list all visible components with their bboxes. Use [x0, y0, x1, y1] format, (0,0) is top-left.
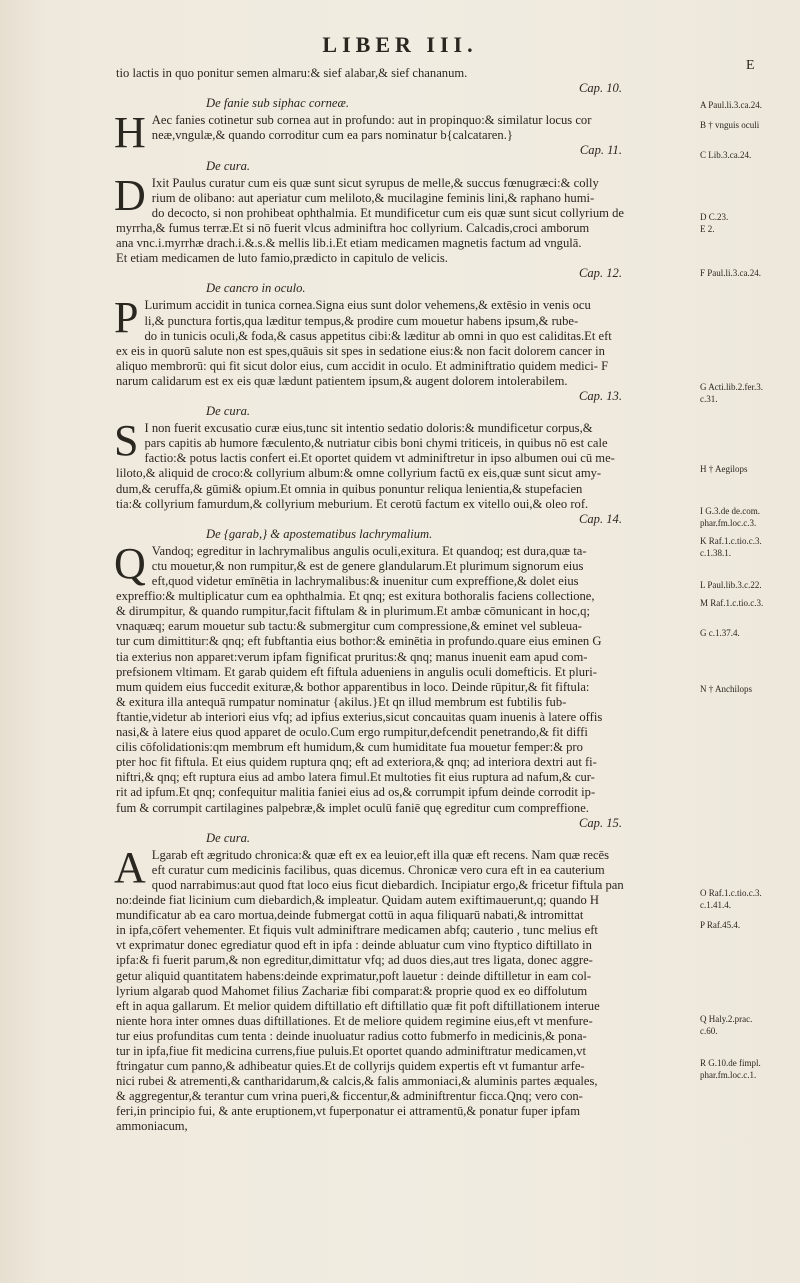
- text-line: li,& punctura fortis,qua læditur tempus,& prodire cum mouetur habens ipsum,& rube-: [144, 313, 579, 328]
- text-line: Aec fanies cotinetur sub cornea aut in profundo: aut in propinquo:& similatur locus cor: [151, 113, 592, 128]
- margin-note: M Raf.1.c.tio.c.3.: [700, 598, 764, 608]
- text-line: Lgarab eft ægritudo chronica:& quæ eft ex ea leuior,eft illa quæ eft recens. Nam quæ recēs: [151, 847, 610, 862]
- text-line: tio lactis in quo ponitur semen almaru:& sief alabar,& sief chananum.: [116, 66, 468, 80]
- margin-note: R G.10.de fimpl.: [700, 1058, 761, 1068]
- text-line: eft in aqua gallarum. Et melior quidem diftillatio eft diftillatio quæ fit poft diftillationem interue: [116, 998, 600, 1013]
- chapter-heading: De cura.: [206, 830, 251, 845]
- text-line: rium de olibano: aut aperiatur cum meliloto,& mucilagine feminis lini,& raphano humi-: [151, 190, 595, 205]
- text-line: nici rubei & atrementi,& cantharidarum,& calcis,& falis ammoniaci,& aluminis partes æquales,: [116, 1074, 598, 1089]
- text-line: & aggregentur,& terantur cum vrina pueri,& ficcentur,& adminiftrentur ficca.Qnq; vero con-: [116, 1089, 583, 1104]
- text-line: do in tunicis oculi,& foda,& casus appetitus cibi:& læditur ab omni in quo est caliditas.Et eft: [144, 328, 612, 343]
- chapter-number: Cap. 11.: [579, 143, 622, 158]
- margin-note: L Paul.lib.3.c.22.: [700, 580, 762, 590]
- text-line: feri,in principio fui, & ante eruptionem,vt fuperponatur ei attramentū,& ponatur fuper ipfam: [116, 1104, 581, 1119]
- text-line: getur aliquid quantitatem habens:deinde exprimatur,poft lauetur : deinde diftilletur in eam col-: [116, 968, 592, 983]
- margin-note: I G.3.de de.com.: [700, 506, 760, 516]
- text-line: in ipfa,cōfert vehementer. Et fiquis vult adminiftrare medicamen abfq; cauterio , tunc melius eft: [116, 923, 598, 938]
- text-line: I non fuerit excusatio curæ eius,tunc sit intentio sedatio doloris:& mundificetur corpus,&: [144, 421, 593, 436]
- paragraph: [114, 170, 692, 267]
- text-line: lyrium algarab quod Mahomet filius Zachariæ fibi comparat:& proprie quod ex eo diffolutum: [116, 983, 588, 998]
- text-line: Vandoq; egreditur in lachrymalibus angulis oculi,exitura. Et quandoq; est dura,quæ ta-: [151, 543, 587, 558]
- margin-note: phar.fm.loc.c.1.: [700, 1070, 757, 1080]
- text-line: ex eis in quorū salute non est spes,quāuis sit spes in sedatione eius:& non facit dolorem cancer in: [116, 343, 605, 358]
- margin-note: G c.1.37.4.: [700, 628, 740, 638]
- margin-note: c.1.38.1.: [700, 548, 731, 558]
- margin-note: D C.23.: [700, 212, 729, 222]
- text-line: nasi,& à latere eius quod apparet de oculo.Cum ergo rumpitur,defcendit penetrando,& fit diffi: [116, 725, 588, 740]
- text-line: & dirumpitur, & quando rumpitur,facit fiftulam & in plurimum.Et ambæ cōmunicant in hoc,q;: [116, 604, 590, 619]
- chapter-heading: De cura.: [206, 158, 251, 173]
- text-line: tia exterius non apparet:verum ipfam fignificat pruritus:& qnq; manus inuenit eam apud com-: [116, 649, 588, 664]
- text-line: quod narrabimus:aut quod ftat loco eius ficut diebardich. Incipiatur ergo,& fricetur fiftula pan: [151, 877, 624, 892]
- text-line: eft,quod videtur emīnētia in lachrymalibus:& inuenitur cum expreffione,& dolet eius: [151, 574, 579, 589]
- text-line: fum & corrumpit cartilagines palpebræ,& implet oculū faniē quę egreditur cum compreffione.: [116, 800, 589, 815]
- margin-note: O Raf.1.c.tio.c.3.: [700, 888, 762, 898]
- text-line: ammoniacum,: [116, 1119, 188, 1134]
- text-line: ctu mouetur,& non rumpitur,& est de genere glandularum.Et plurimum signorum eius: [151, 559, 584, 573]
- text-line: tur cum dimittitur:& qnq; eft fubftantia eius bothor:& eminētia in profundo.quare eius eminen G: [116, 634, 602, 649]
- margin-note: F Paul.li.3.ca.24.: [700, 268, 761, 278]
- text-line: aliquo membrorū: qui fit sicut dolor eius, cum accidit in oculo. Et adminiftratio quidem medici- F: [116, 358, 609, 373]
- drop-initial: Q: [114, 538, 146, 588]
- margin-note: c.1.41.4.: [700, 900, 731, 910]
- text-line: neæ,vngulæ,& quando corroditur cum ea pars nominatur b{calcataren.}: [151, 128, 513, 143]
- text-line: ana vnc.i.myrrhæ drach.i.&.s.& mellis lib.i.Et etiam medicamen magnetis factum ad vngulā.: [116, 236, 582, 251]
- chapter-number: Cap. 13.: [578, 388, 622, 403]
- text-line: vt exprimatur donec egrediatur quod eft in ipfa : deinde abluatur cum vino ftyptico diftillato in: [116, 938, 592, 953]
- chapter-number: Cap. 15.: [578, 815, 622, 830]
- running-head: LIBER III.: [322, 32, 478, 57]
- margin-note: E 2.: [700, 224, 715, 234]
- signature-mark: E: [746, 58, 755, 73]
- text-line: myrrha,& fumus terræ.Et si nō fuerit vlcus adminiftra hoc collyrium. Calcadis,croci amborum: [116, 220, 590, 235]
- text-line: ftantie,videtur ab interiori eius vfq; ad ipfius exterius,sicut concauitas quam inuenis à latere offis: [116, 709, 603, 724]
- text-line: Ixit Paulus curatur cum eis quæ sunt sicut syrupus de melle,& succus fœnugræci:& colly: [151, 175, 599, 190]
- margin-note: H † Aegilops: [700, 464, 748, 474]
- chapter-heading: De cura.: [206, 404, 251, 419]
- text-line: pars capitis ab humore fæculento,& nutriatur cibis boni chymi triticeis, in quibus nō est cale: [144, 436, 608, 451]
- drop-initial: D: [114, 170, 146, 220]
- margin-note: phar.fm.loc.c.3.: [700, 518, 757, 528]
- text-line: ipfa:& fi fuerit parum,& non egreditur,dimittatur vfq; ad duos dies,aut tres ligata, donec aggre-: [116, 953, 593, 968]
- chapter-number: Cap. 10.: [578, 81, 622, 96]
- text-line: mundificatur ab ea caro mortua,deinde fubmergat cottū in aqua filiquarū nabati,& intromittat: [116, 908, 584, 923]
- paragraph: [114, 293, 692, 389]
- margin-note: G Acti.lib.2.fer.3.: [700, 382, 763, 392]
- text-line: vnaquæq; earum mouetur sub tactu:& submergitur cum compressione,& eminet vel subleua-: [116, 619, 582, 634]
- margin-note: Q Haly.2.prac.: [700, 1014, 753, 1024]
- chapter-heading: De cancro in oculo.: [206, 281, 306, 296]
- text-line: pter hoc fit fiftula. Et eius quidem ruptura qnq; eft ad exteriora,& qnq; ad interiora dextri aut fi-: [116, 755, 597, 770]
- text-line: cilis cōfolidationis:qm membrum eft humidum,& cum humiditate fua mouetur femper:& pro: [116, 740, 583, 755]
- text-line: ftringatur cum panno,& adhibeatur quies.Et de collyrijs quidem expertis eft vt fumantur arfe-: [116, 1059, 585, 1074]
- chapter-number: Cap. 12.: [578, 266, 622, 281]
- margin-note: A Paul.li.3.ca.24.: [700, 100, 762, 110]
- text-line: Lurimum accidit in tunica cornea.Signa eius sunt dolor vehemens,& extēsio in venis ocu: [144, 298, 591, 313]
- margin-note: C Lib.3.ca.24.: [700, 150, 752, 160]
- text-line: Et etiam medicamen de luto famio,prædicto in capitulo de velicis.: [116, 251, 448, 266]
- text-line: rit ad ipfum.Et qnq; confequitur malitia faniei eius ad os,& corrumpit ipfum deinde corrodit ip-: [116, 785, 596, 800]
- text-line: dum,& ceruffa,& gūmi& opium.Et omnia in quibus ponuntur reliqua lenientia,& stupefacien: [116, 481, 583, 496]
- text-line: eft curatur cum medicinis facilibus, quas dicemus. Chronicæ vero cura eft in ea cauterium: [151, 862, 605, 877]
- body-text: [116, 66, 692, 1135]
- chapter-heading: De fanie sub siphac corneæ.: [206, 96, 350, 111]
- text-line: factio:& potus lactis confert ei.Et oportet quidem vt adminiftretur in ipso albumen oui cū me-: [144, 451, 615, 466]
- margin-note: c.31.: [700, 394, 718, 404]
- text-line: do decocto, si non prohibeat ophthalmia. Et mundificetur cum eis quæ sunt sicut collyrium de: [151, 205, 624, 220]
- text-line: liloto,& aliquid de croco:& collyrium album:& omne collyrium factū ex eis,quæ sunt sicut amy-: [116, 466, 602, 481]
- margin-note: c.60.: [700, 1026, 718, 1036]
- margin-note: P Raf.45.4.: [700, 920, 741, 930]
- drop-initial: P: [114, 293, 139, 343]
- margin-note: K Raf.1.c.tio.c.3.: [700, 536, 762, 546]
- text-line: niente hora inter omnes duas diftillationes. Et de meliore quidem regimine eius,eft vt menfure-: [116, 1013, 593, 1028]
- chapter-number: Cap. 14.: [578, 511, 622, 526]
- drop-initial: A: [114, 842, 146, 892]
- text-line: prefsionem vltimam. Et garab quidem eft fiftula adueniens in angulis oculi domefticis. Et pluri-: [116, 664, 597, 679]
- paragraph: [114, 416, 692, 512]
- text-line: mum quidem eius fuccedit exituræ,& bothor apparentibus in loco. Deinde rūpitur,& fit fiftula:: [116, 679, 590, 694]
- text-line: & exitura illa antequā rumpatur nominatur {akilus.}Et qn illud membrum est fubtilis fub-: [116, 694, 567, 709]
- text-line: tur in ipfa,fiue fit medicina currens,fiue puluis.Et oportet quando adminiftratur medicamen,vt: [116, 1044, 587, 1058]
- text-line: tur eius profunditas cum tenta : deinde inuoluatur radius cotto fubmerfo in medicinis,& pona-: [116, 1028, 587, 1043]
- text-line: narum calidarum est ex eis quæ lædunt patientem ipsum,& augent dolorem intolerabilem.: [116, 373, 568, 388]
- paragraph: [114, 842, 692, 1135]
- paragraph: [114, 538, 692, 816]
- margin-note: B † vnguis oculi: [700, 120, 760, 130]
- margin-note: N † Anchilops: [700, 684, 753, 694]
- text-line: niftri,& qnq; eft ruptura eius ad ambo latera fimul.Et multoties fit eius ruptura ad nafum,& cur-: [116, 770, 595, 785]
- text-line: expreffio:& multiplicatur cum ea ophthalmia. Et qnq; est exitura bothoralis faciens collectione,: [116, 589, 595, 604]
- chapter-heading: De {garab,} & apostematibus lachrymalium.: [206, 526, 433, 541]
- drop-initial: S: [114, 416, 139, 466]
- text-line: tia:& collyrium famurdum,& collyrium meburium. Et cerotū factum ex vitello oui,& oleo rof.: [116, 496, 589, 511]
- drop-initial: H: [114, 108, 146, 158]
- text-line: no:deinde fiat licinium cum diebardich,& impleatur. Quidam autem exiftimauerunt,q; quando H: [116, 893, 599, 908]
